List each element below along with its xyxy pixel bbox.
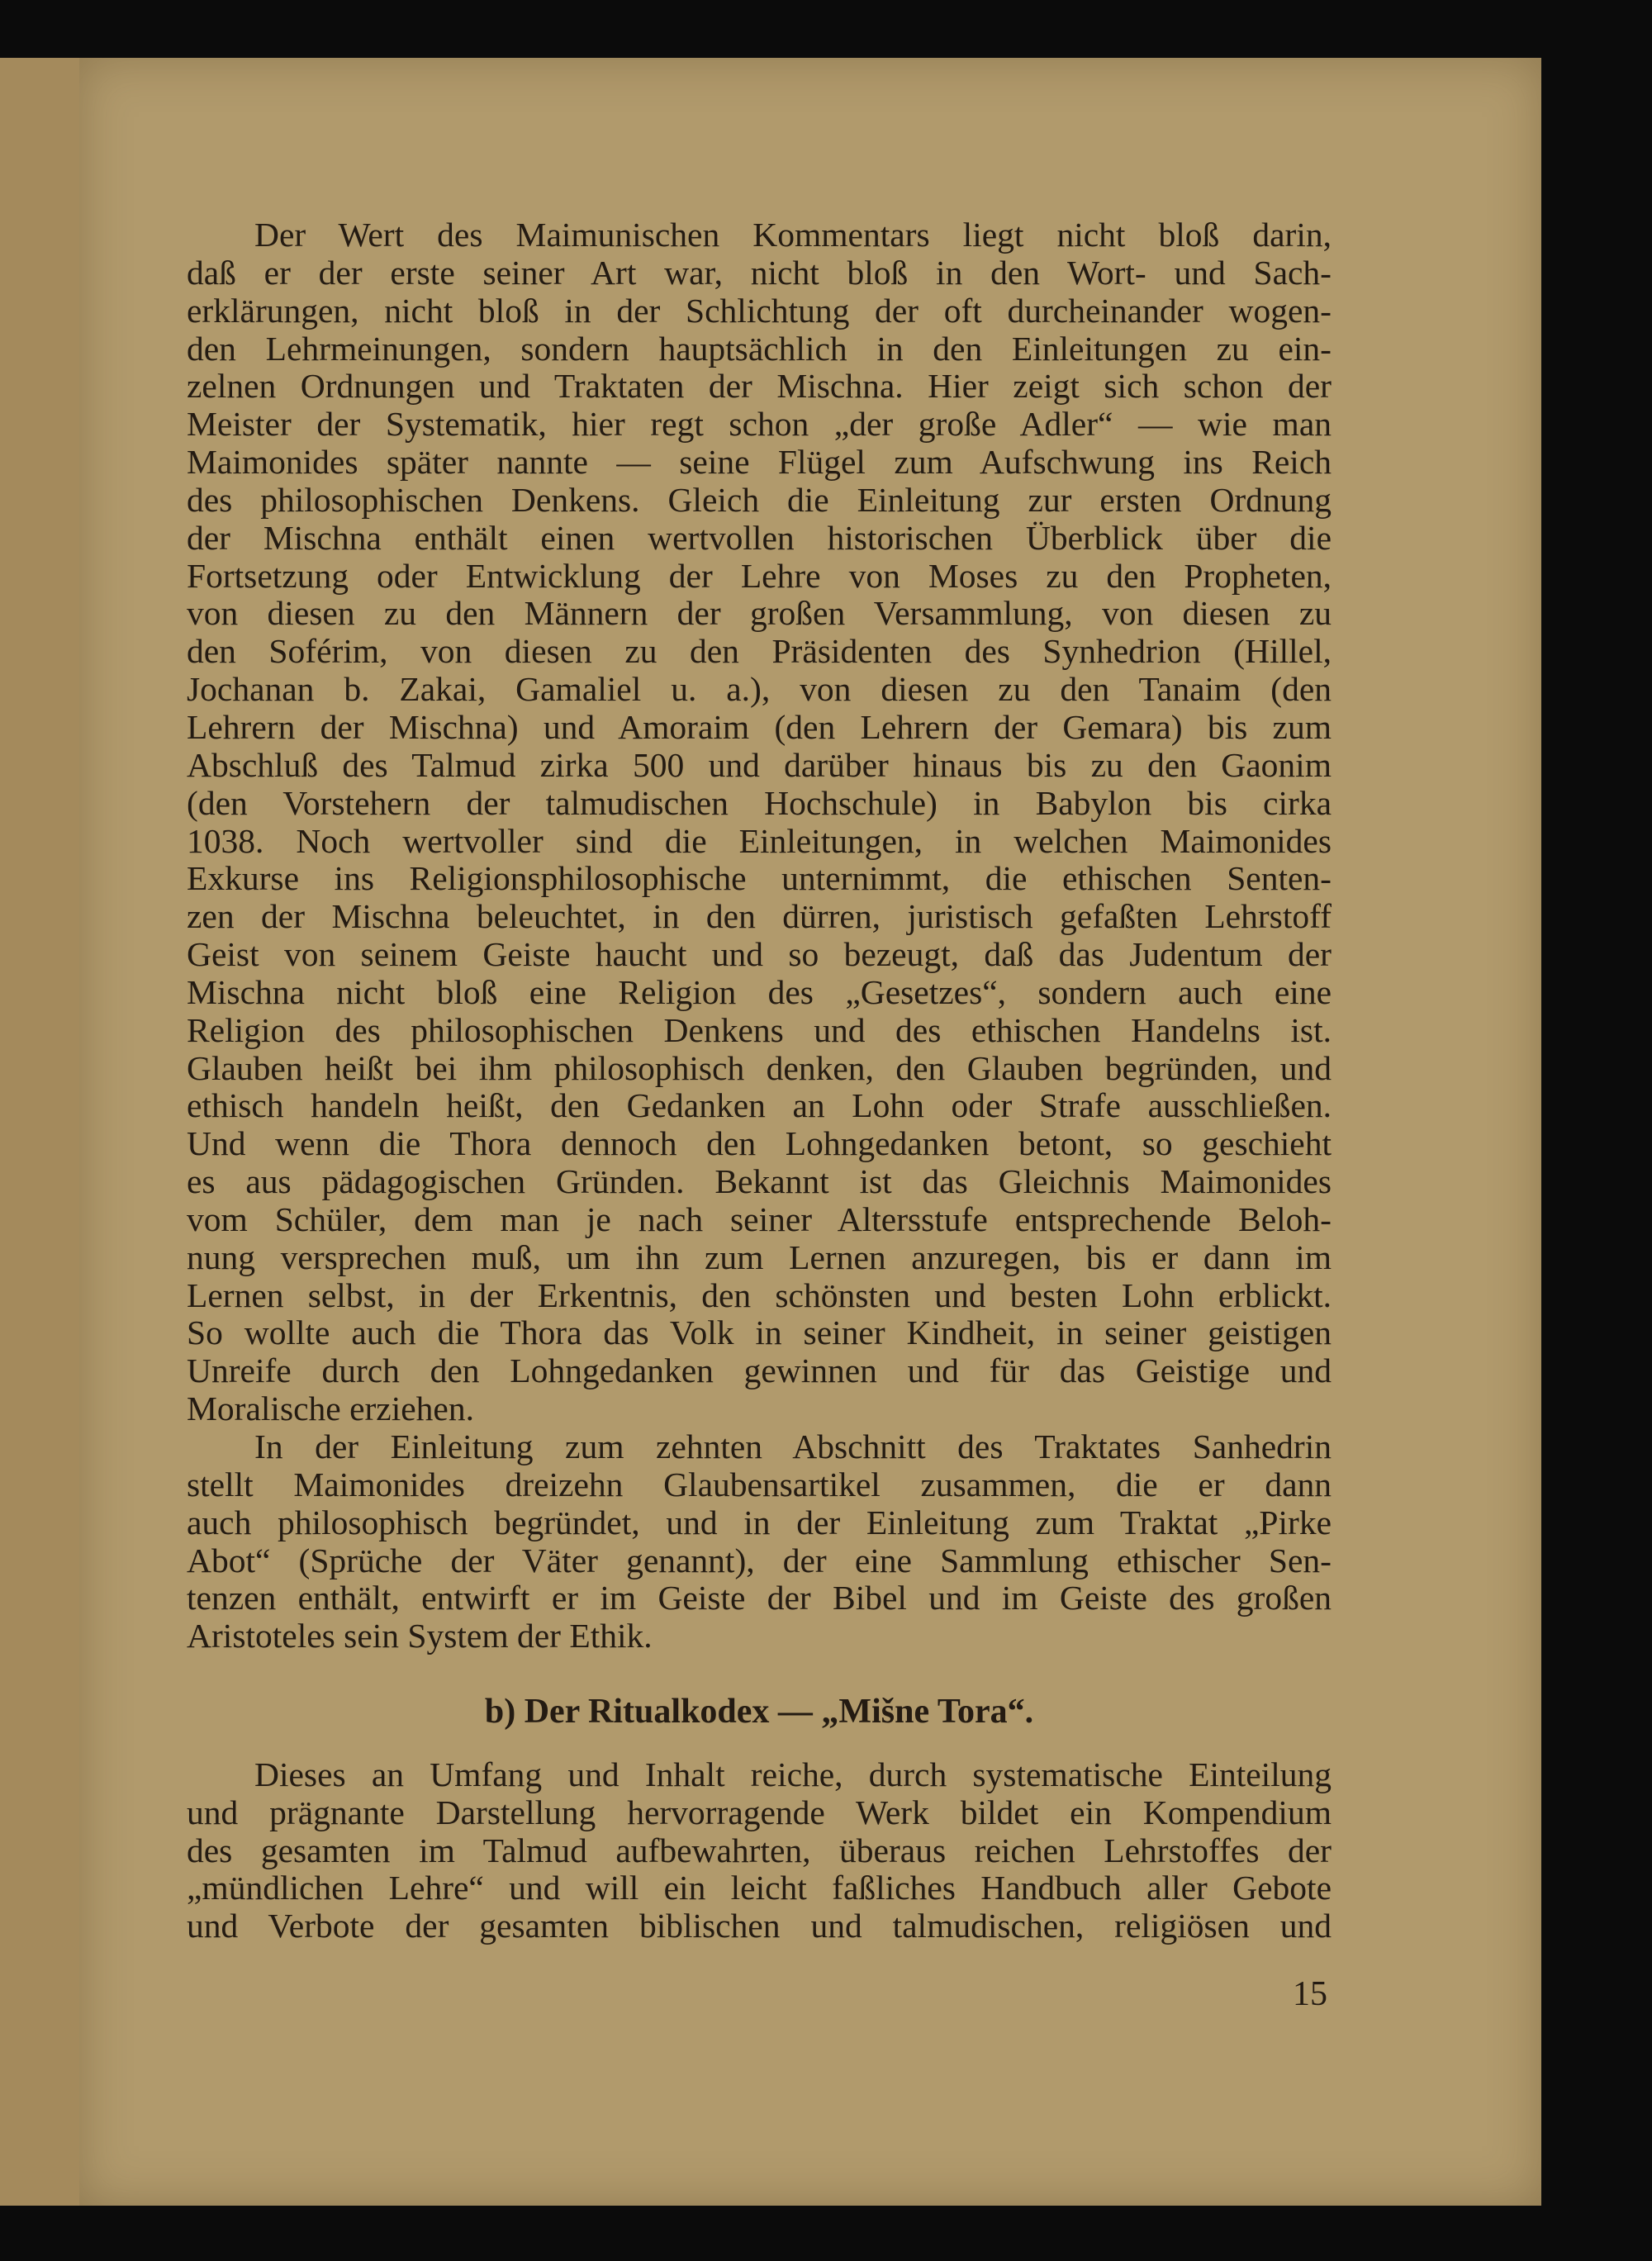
section-heading: b) Der Ritualkodex — „Mišne Tora“. (484, 1693, 1034, 1731)
text-line: tenzen enthält, entwirft er im Geiste der Bibel und im Geiste des großen (187, 1579, 1332, 1617)
text-line: Maimonides später nannte — seine Flügel zum Aufschwung ins Reich (187, 443, 1332, 482)
text-line: Moralische erziehen. (187, 1389, 474, 1428)
text-line: ethisch handeln heißt, den Gedanken an Lohn oder Strafe ausschließen. (187, 1086, 1332, 1125)
text-line: den Soférim, von diesen zu den Präsidenten des Synhedrion (Hillel, (187, 632, 1332, 671)
paragraph-1 (187, 216, 1332, 1428)
text-line: den Lehrmeinungen, sondern hauptsächlich in den Einleitungen zu ein- (187, 329, 1332, 368)
text-line: Geist von seinem Geiste haucht und so bezeugt, daß das Judentum der (187, 935, 1332, 974)
text-line: Und wenn die Thora dennoch den Lohngedanken betont, so geschieht (187, 1124, 1332, 1163)
text-line: und Verbote der gesamten biblischen und talmudischen, religiösen und (187, 1907, 1332, 1945)
text-line: „mündlichen Lehre“ und will ein leicht faßliches Handbuch aller Gebote (187, 1869, 1332, 1907)
text-line: und prägnante Darstellung hervorragende Werk bildet ein Kompendium (187, 1793, 1332, 1831)
left-page-edge (0, 58, 82, 2206)
text-line: Unreife durch den Lohngedanken gewinnen und für das Geistige und (187, 1351, 1332, 1390)
text-line: des gesamten im Talmud aufbewahrten, überaus reichen Lehrstoffes der (187, 1831, 1332, 1869)
text-line: Glauben heißt bei ihm philosophisch denken, den Glauben begründen, und (187, 1048, 1332, 1087)
text-line: Der Wert des Maimunischen Kommentars liegt nicht bloß darin, (254, 216, 1332, 254)
text-line: es aus pädagogischen Gründen. Bekannt ist das Gleichnis Maimonides (187, 1162, 1332, 1201)
text-line: zen der Mischna beleuchtet, in den dürren, juristisch gefaßten Lehrstoff (187, 897, 1332, 936)
text-line: daß er der erste seiner Art war, nicht bloß in den Wort- und Sach- (187, 253, 1332, 292)
page-text (187, 216, 1332, 1945)
text-line: von diesen zu den Männern der großen Versammlung, von diesen zu (187, 594, 1332, 633)
text-line: Lehrern der Mischna) und Amoraim (den Lehrern der Gemara) bis zum (187, 707, 1332, 746)
text-line: vom Schüler, dem man je nach seiner Altersstufe entsprechende Beloh- (187, 1199, 1332, 1238)
text-line: Fortsetzung oder Entwicklung der Lehre von Moses zu den Propheten, (187, 556, 1332, 595)
text-line: Exkurse ins Religionsphilosophische unternimmt, die ethischen Senten- (187, 859, 1332, 898)
text-line: des philosophischen Denkens. Gleich die Einleitung zur ersten Ordnung (187, 480, 1332, 519)
text-line: Mischna nicht bloß eine Religion des „Gesetzes“, sondern auch eine (187, 972, 1332, 1011)
text-line: (den Vorstehern der talmudischen Hochschule) in Babylon bis cirka (187, 783, 1332, 822)
text-line: Abot“ (Sprüche der Väter genannt), der eine Sammlung ethischer Sen- (187, 1541, 1332, 1579)
text-line: In der Einleitung zum zehnten Abschnitt des Traktates Sanhedrin (254, 1427, 1332, 1465)
text-line: nung versprechen muß, um ihn zum Lernen anzuregen, bis er dann im (187, 1237, 1332, 1276)
text-line: auch philosophisch begründet, und in der Einleitung zum Traktat „Pirke (187, 1503, 1332, 1541)
text-line: zelnen Ordnungen und Traktaten der Mischna. Hier zeigt sich schon der (187, 367, 1332, 406)
text-line: Dieses an Umfang und Inhalt reiche, durch systematische Einteilung (254, 1755, 1332, 1793)
text-line: Lernen selbst, in der Erkentnis, den schönsten und besten Lohn erblickt. (187, 1275, 1332, 1314)
text-line: Meister der Systematik, hier regt schon „der große Adler“ — wie man (187, 405, 1332, 444)
text-line: So wollte auch die Thora das Volk in seiner Kindheit, in seiner geistigen (187, 1313, 1332, 1352)
text-line: der Mischna enthält einen wertvollen historischen Überblick über die (187, 518, 1332, 557)
text-line: 1038. Noch wertvoller sind die Einleitungen, in welchen Maimonides (187, 821, 1332, 860)
text-line: erklärungen, nicht bloß in der Schlichtung der oft durcheinander wogen- (187, 291, 1332, 330)
paragraph-3 (187, 1756, 1332, 1945)
paragraph-2 (187, 1428, 1332, 1655)
text-line: Aristoteles sein System der Ethik. (187, 1617, 653, 1655)
text-line: Jochanan b. Zakai, Gamaliel u. a.), von diesen zu den Tanaim (den (187, 670, 1332, 709)
page-number: 15 (1293, 1975, 1327, 2013)
text-line: Abschluß des Talmud zirka 500 und darüber hinaus bis zu den Gaonim (187, 745, 1332, 784)
text-line: stellt Maimonides dreizehn Glaubensartikel zusammen, die er dann (187, 1465, 1332, 1503)
text-line: Religion des philosophischen Denkens und des ethischen Handelns ist. (187, 1010, 1332, 1049)
